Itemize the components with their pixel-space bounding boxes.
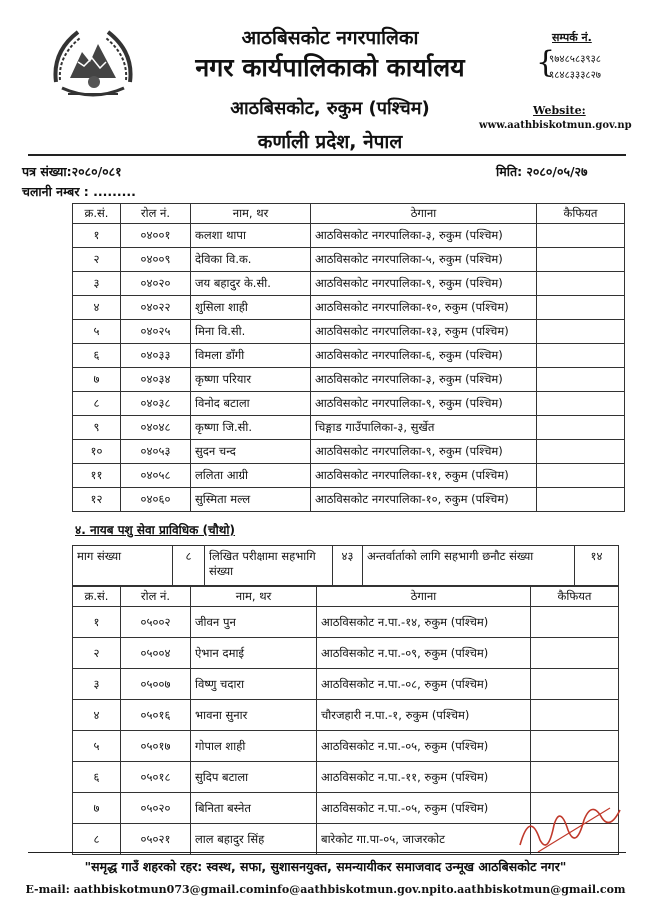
name-cell: गोपाल शाही bbox=[191, 731, 317, 762]
brace-glyph: { bbox=[536, 45, 556, 80]
roll-cell: ०५०१६ bbox=[121, 700, 191, 731]
address-cell: आठविसकोट न.पा.-०५, रुकुम (पश्चिम) bbox=[317, 731, 531, 762]
name-cell: भावना सुनार bbox=[191, 700, 317, 731]
roll-cell: ०४००१ bbox=[121, 224, 191, 248]
name-cell: ऐभान दमाई bbox=[191, 638, 317, 669]
signature-icon bbox=[510, 790, 630, 860]
name-cell: विष्णु चदारा bbox=[191, 669, 317, 700]
serial-cell: ७ bbox=[73, 368, 121, 392]
demand-value: ८ bbox=[173, 546, 205, 586]
emblem-icon bbox=[48, 22, 138, 104]
table-header-row bbox=[73, 587, 619, 607]
serial-cell: १ bbox=[73, 224, 121, 248]
table-row bbox=[73, 320, 625, 344]
table-row bbox=[73, 224, 625, 248]
address-cell: आठविसकोट नगरपालिका-९, रुकुम (पश्चिम) bbox=[311, 440, 537, 464]
address-cell: चिङ्गाड गाउँपालिका-३, सुर्खेत bbox=[311, 416, 537, 440]
column-header-roll: रोल नं. bbox=[121, 204, 191, 224]
address-cell: चौरजहारी न.पा.-१, रुकुम (पश्चिम) bbox=[317, 700, 531, 731]
website-url[interactable]: www.aathbiskotmun.gov.np bbox=[479, 120, 632, 131]
roll-cell: ०५००७ bbox=[121, 669, 191, 700]
name-cell: विनोद बटाला bbox=[191, 392, 311, 416]
roll-cell: ०५०२१ bbox=[121, 824, 191, 855]
roll-cell: ०४००९ bbox=[121, 248, 191, 272]
table-row bbox=[73, 669, 619, 700]
province-country: कर्णाली प्रदेश, नेपाल bbox=[257, 131, 403, 153]
exam-value: ४३ bbox=[333, 546, 363, 586]
table-row bbox=[73, 248, 625, 272]
roll-cell: ०५०१७ bbox=[121, 731, 191, 762]
remark-cell bbox=[537, 368, 625, 392]
table-row bbox=[73, 762, 619, 793]
table-row bbox=[73, 638, 619, 669]
serial-cell: ८ bbox=[73, 824, 121, 855]
address-cell: आठविसकोट नगरपालिका-९, रुकुम (पश्चिम) bbox=[311, 392, 537, 416]
header-divider bbox=[28, 154, 626, 156]
column-header-roll: रोल नं. bbox=[121, 587, 191, 607]
name-cell: कृष्णा जि.सी. bbox=[191, 416, 311, 440]
serial-cell: २ bbox=[73, 638, 121, 669]
remark-cell bbox=[531, 700, 619, 731]
roll-cell: ०५०१८ bbox=[121, 762, 191, 793]
table-row bbox=[73, 488, 625, 512]
serial-cell: ३ bbox=[73, 669, 121, 700]
remark-cell bbox=[531, 638, 619, 669]
address-cell: आठविसकोट न.पा.-०८, रुकुम (पश्चिम) bbox=[317, 669, 531, 700]
address-cell: बारेकोट गा.पा-०५, जाजरकोट bbox=[317, 824, 531, 855]
name-cell: सुस्मिता मल्ल bbox=[191, 488, 311, 512]
roll-cell: ०५००४ bbox=[121, 638, 191, 669]
table-row bbox=[73, 464, 625, 488]
interview-value: १४ bbox=[575, 546, 619, 586]
summary-row bbox=[73, 546, 619, 586]
name-cell: जय बहादुर के.सी. bbox=[191, 272, 311, 296]
column-header-remark: कैफियत bbox=[537, 204, 625, 224]
remark-cell bbox=[531, 762, 619, 793]
column-header-address: ठेगाना bbox=[317, 587, 531, 607]
name-cell: जीवन पुन bbox=[191, 607, 317, 638]
address-cell: आठविसकोट नगरपालिका-१०, रुकुम (पश्चिम) bbox=[311, 488, 537, 512]
serial-cell: ४ bbox=[73, 700, 121, 731]
table-row bbox=[73, 440, 625, 464]
serial-cell: १० bbox=[73, 440, 121, 464]
candidate-table-1 bbox=[72, 203, 625, 512]
roll-cell: ०५००२ bbox=[121, 607, 191, 638]
remark-cell bbox=[531, 731, 619, 762]
address-cell: आठविसकोट न.पा.-०५, रुकुम (पश्चिम) bbox=[317, 793, 531, 824]
roll-cell: ०४०३३ bbox=[121, 344, 191, 368]
serial-cell: ६ bbox=[73, 762, 121, 793]
roll-cell: ०४०५८ bbox=[121, 464, 191, 488]
remark-cell bbox=[537, 248, 625, 272]
roll-cell: ०४०४८ bbox=[121, 416, 191, 440]
name-cell: देविका वि.क. bbox=[191, 248, 311, 272]
roll-cell: ०४०६० bbox=[121, 488, 191, 512]
name-cell: मिना वि.सी. bbox=[191, 320, 311, 344]
table-row bbox=[73, 296, 625, 320]
remark-cell bbox=[531, 669, 619, 700]
name-cell: कृष्णा परियार bbox=[191, 368, 311, 392]
address-cell: आठविसकोट नगरपालिका-१३, रुकुम (पश्चिम) bbox=[311, 320, 537, 344]
roll-cell: ०४०३८ bbox=[121, 392, 191, 416]
serial-cell: ५ bbox=[73, 731, 121, 762]
address-cell: आठविसकोट नगरपालिका-९, रुकुम (पश्चिम) bbox=[311, 272, 537, 296]
column-header-sn: क्र.सं. bbox=[73, 587, 121, 607]
interview-label: अन्तर्वार्ताको लागि सहभागी छनौट संख्या bbox=[363, 546, 575, 586]
dispatch-number: चलानी नम्बर : ......... bbox=[22, 184, 136, 199]
remark-cell bbox=[537, 320, 625, 344]
table-row bbox=[73, 272, 625, 296]
office-name: नगर कार्यपालिकाको कार्यालय bbox=[195, 53, 465, 82]
phone-number-2: ९८४८३३३८२७ bbox=[549, 70, 601, 81]
serial-cell: १२ bbox=[73, 488, 121, 512]
column-header-name: नाम, थर bbox=[191, 204, 311, 224]
exam-label: लिखित परीक्षामा सहभागि संख्या bbox=[205, 546, 333, 586]
municipality-name: आठबिसकोट नगरपालिका bbox=[241, 27, 419, 49]
address-cell: आठविसकोट नगरपालिका-६, रुकुम (पश्चिम) bbox=[311, 344, 537, 368]
footer-email[interactable]: E-mail: aathbiskotmun073@gmail.cominfo@aathbiskotmun.gov.npito.aathbiskotmun@gmail.com bbox=[25, 883, 626, 896]
remark-cell bbox=[531, 607, 619, 638]
roll-cell: ०४०३४ bbox=[121, 368, 191, 392]
footer-divider bbox=[28, 852, 626, 853]
remark-cell bbox=[537, 392, 625, 416]
name-cell: कलशा थापा bbox=[191, 224, 311, 248]
serial-cell: ३ bbox=[73, 272, 121, 296]
name-cell: विमला डाँगी bbox=[191, 344, 311, 368]
address-cell: आठविसकोट नगरपालिका-५, रुकुम (पश्चिम) bbox=[311, 248, 537, 272]
remark-cell bbox=[537, 488, 625, 512]
serial-cell: ५ bbox=[73, 320, 121, 344]
remark-cell bbox=[537, 224, 625, 248]
remark-cell bbox=[537, 440, 625, 464]
serial-cell: ८ bbox=[73, 392, 121, 416]
name-cell: सुदिप बटाला bbox=[191, 762, 317, 793]
serial-cell: ४ bbox=[73, 296, 121, 320]
name-cell: ललिता आग्री bbox=[191, 464, 311, 488]
remark-cell bbox=[537, 416, 625, 440]
column-header-remark: कैफियत bbox=[531, 587, 619, 607]
letter-number: पत्र संख्या:२०८०/०८१ bbox=[22, 164, 122, 179]
serial-cell: ६ bbox=[73, 344, 121, 368]
column-header-sn: क्र.सं. bbox=[73, 204, 121, 224]
serial-cell: २ bbox=[73, 248, 121, 272]
table-header-row bbox=[73, 204, 625, 224]
remark-cell bbox=[537, 344, 625, 368]
contact-label: सम्पर्क नं. bbox=[552, 31, 592, 44]
roll-cell: ०४०२० bbox=[121, 272, 191, 296]
table-row bbox=[73, 344, 625, 368]
website-label: Website: bbox=[533, 104, 586, 117]
roll-cell: ०४०५३ bbox=[121, 440, 191, 464]
office-location: आठबिसकोट, रुकुम (पश्चिम) bbox=[230, 98, 430, 119]
table-row bbox=[73, 416, 625, 440]
section-title: ४. नायब पशु सेवा प्राविधिक (चौथो) bbox=[75, 523, 236, 537]
roll-cell: ०४०२५ bbox=[121, 320, 191, 344]
address-cell: आठविसकोट नगरपालिका-१०, रुकुम (पश्चिम) bbox=[311, 296, 537, 320]
address-cell: आठविसकोट नगरपालिका-३, रुकुम (पश्चिम) bbox=[311, 368, 537, 392]
address-cell: आठविसकोट न.पा.-१४, रुकुम (पश्चिम) bbox=[317, 607, 531, 638]
address-cell: आठविसकोट नगरपालिका-११, रुकुम (पश्चिम) bbox=[311, 464, 537, 488]
serial-cell: १ bbox=[73, 607, 121, 638]
column-header-name: नाम, थर bbox=[191, 587, 317, 607]
column-header-address: ठेगाना bbox=[311, 204, 537, 224]
roll-cell: ०४०२२ bbox=[121, 296, 191, 320]
remark-cell bbox=[537, 464, 625, 488]
footer-slogan: "समृद्ध गाउँ शहरको रहर: स्वस्थ, सफा, सुशासनयुक्त, समन्यायीकर समाजवाद उन्मूख आठबिसकोट नगर" bbox=[84, 859, 567, 874]
roll-cell: ०५०२० bbox=[121, 793, 191, 824]
demand-label: माग संख्या bbox=[73, 546, 173, 586]
table-row bbox=[73, 731, 619, 762]
serial-cell: ११ bbox=[73, 464, 121, 488]
remark-cell bbox=[537, 296, 625, 320]
summary-table bbox=[72, 545, 619, 586]
address-cell: आठविसकोट न.पा.-०९, रुकुम (पश्चिम) bbox=[317, 638, 531, 669]
letter-date: मिति: २०८०/०५/२७ bbox=[496, 164, 588, 179]
table-row bbox=[73, 700, 619, 731]
name-cell: बिनिता बस्नेत bbox=[191, 793, 317, 824]
phone-number-1: ९७४८५८३९३८ bbox=[549, 54, 601, 65]
remark-cell bbox=[537, 272, 625, 296]
address-cell: आठविसकोट नगरपालिका-३, रुकुम (पश्चिम) bbox=[311, 224, 537, 248]
table-row bbox=[73, 607, 619, 638]
serial-cell: ७ bbox=[73, 793, 121, 824]
name-cell: लाल बहादुर सिंह bbox=[191, 824, 317, 855]
table-row bbox=[73, 368, 625, 392]
address-cell: आठविसकोट न.पा.-११, रुकुम (पश्चिम) bbox=[317, 762, 531, 793]
table-row bbox=[73, 392, 625, 416]
serial-cell: ९ bbox=[73, 416, 121, 440]
name-cell: सुदन चन्द bbox=[191, 440, 311, 464]
name-cell: शुसिला शाही bbox=[191, 296, 311, 320]
